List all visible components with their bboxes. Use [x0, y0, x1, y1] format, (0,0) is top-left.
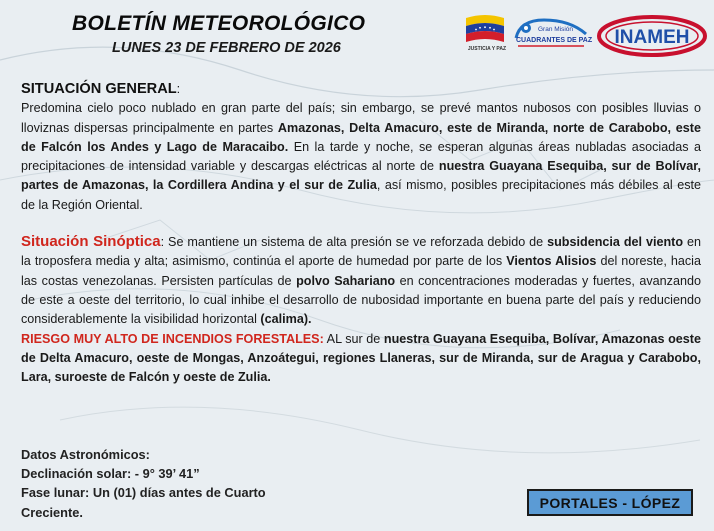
flag-caption: JUSTICIA Y PAZ — [467, 46, 507, 52]
inameh-logo — [596, 14, 708, 62]
riesgo-text-1: AL sur de — [323, 331, 384, 346]
cuadrantes-de-paz-logo — [510, 14, 592, 54]
sinoptica-bold-4: (calima). — [260, 312, 312, 327]
sinoptica-bold-1: subsidencia del viento — [547, 235, 684, 250]
general-text-1: Predomina cielo poco nublado en gran parte del país; sin embargo, se prevé mantos nubosos con posibles lluvias o lloviznas dispersas principalmente en partes — [21, 101, 701, 135]
astro-declinacion: Declinación solar: - 9° 39’ 41” — [21, 466, 200, 482]
venezuela-flag-logo — [462, 12, 508, 62]
astronomical-data — [21, 445, 351, 522]
sinoptica-bold-3: polvo Sahariano — [296, 273, 396, 288]
astro-title: Datos Astronómicos: — [21, 447, 150, 462]
astro-fase-2: Creciente. — [21, 504, 83, 520]
bulletin-body — [21, 80, 701, 387]
riesgo-section — [21, 330, 701, 388]
sinoptica-heading: Situación Sinóptica — [21, 233, 161, 251]
sinoptica-text-3: del noreste, hacia las costas venezolanas. Persisten partículas de — [21, 254, 701, 288]
riesgo-heading: RIESGO MUY ALTO DE INCENDIOS FORESTALES: — [21, 331, 324, 346]
inameh-wordmark: INAMEH — [614, 27, 690, 48]
sinoptica-text-2: en la troposfera media y alta; asimismo, continúa el aporte de humedad por parte de los — [21, 235, 701, 269]
general-text-2: En la tarde y noche, se esperan algunas áreas nubladas asociadas a precipitaciones de intensidad variable y descargas eléctricas al norte de — [21, 139, 701, 174]
general-section — [21, 80, 701, 215]
gmcp-line2: CUADRANTES DE PAZ — [516, 37, 592, 44]
astro-fase-1: Fase lunar: Un (01) días antes de Cuarto — [21, 485, 266, 501]
general-bold-2: nuestra Guayana Esequiba, sur de Bolívar, partes de Amazonas, la Cordillera Andina y el sur de Zulia — [21, 159, 701, 193]
gmcp-line1: Gran Misión — [538, 26, 574, 33]
credit-badge: PORTALES - LÓPEZ — [527, 489, 693, 516]
general-bold-1: Amazonas, Delta Amacuro, este de Miranda, norte de Carabobo, este de Falcón los Andes y Lago de Maracaibo. — [21, 120, 701, 154]
sinoptica-bold-2: Vientos Alisios — [506, 254, 597, 269]
general-colon: : — [176, 82, 181, 96]
sinoptica-section — [21, 232, 701, 329]
general-heading: SITUACIÓN GENERAL — [21, 81, 177, 97]
sinoptica-text-1: : Se mantiene un sistema de alta presión se ve reforzada debido de — [160, 235, 548, 250]
sinoptica-text-4: en concentraciones moderadas y fuertes, avanzando de este a oeste del territorio, lo cual inhibe el desarrollo de nubosidad importante en buena parte del país y reduciendo considerablemente la visibilidad horizontal — [21, 273, 701, 327]
riesgo-bold-1: nuestra Guayana Esequiba, Bolívar, Amazonas oeste de Delta Amacuro, oeste de Mongas, Anzoátegui, regiones Llaneras, sur de Miranda, sur de Aragua y Carabobo, Lara, suroeste de Falcón y oeste de Zulia. — [21, 331, 701, 385]
general-text-3: , así mismo, posibles precipitaciones más débiles al este de la Región Oriental. — [21, 178, 701, 212]
bulletin-title: BOLETÍN METEOROLÓGICO — [72, 12, 366, 35]
bulletin-date: LUNES 23 DE FEBRERO DE 2026 — [112, 40, 341, 56]
